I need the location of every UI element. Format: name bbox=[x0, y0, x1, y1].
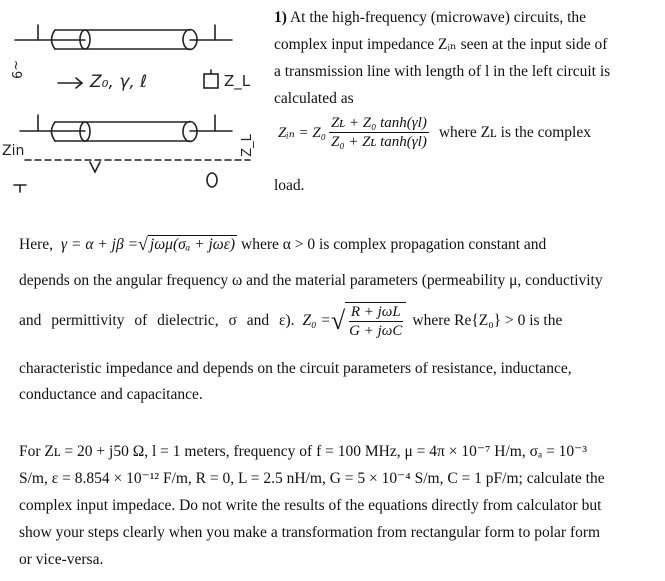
z0-where: where Re{Z₀} > 0 is the bbox=[412, 312, 563, 329]
given-line: complex input impedace. Do not write the results of the equations directly from calculator but bbox=[19, 497, 602, 514]
given-line: or vice-versa. bbox=[19, 551, 104, 568]
given-line: S/m, ε = 8.854 × 10⁻¹² F/m, R = 0, L = 2.5 nH/m, G = 5 × 10⁻⁴ S/m, C = 1 pF/m; calculate the bbox=[19, 470, 605, 487]
z0-numerator: R + jωL bbox=[350, 304, 401, 320]
zin-formula-denominator: Z₀ + Zʟ tanh(γl) bbox=[330, 134, 427, 150]
intro-line: complex input impedance Zᵢₙ seen at the input side of bbox=[274, 36, 608, 53]
gamma-equation: γ = α + jβ = bbox=[61, 235, 139, 253]
given-line: show your steps clearly when you make a transformation from rectangular form to polar form bbox=[19, 524, 601, 541]
transmission-line-sketch bbox=[0, 0, 265, 200]
z0-line bbox=[19, 302, 644, 340]
intro-line: calculated as bbox=[274, 90, 354, 107]
zin-formula-note: where Zʟ is the complex bbox=[438, 123, 591, 141]
zin-formula bbox=[278, 114, 591, 151]
zin-formula-numerator: Zʟ + Z₀ tanh(γl) bbox=[330, 115, 427, 131]
sketch-label-zl-rotated: Z_L bbox=[239, 134, 255, 157]
here-line-2: depends on the angular frequency ω and the material parameters (permeability μ, conductivity bbox=[19, 272, 603, 289]
z0-lhs: Z₀ = bbox=[302, 312, 331, 329]
here-line-4: characteristic impedance and depends on the circuit parameters of resistance, inductance, bbox=[19, 360, 572, 377]
sketch-label-zl: Z_L bbox=[224, 72, 251, 90]
zin-formula-lhs: Zᵢₙ = Z₀ bbox=[278, 125, 326, 141]
z0-sqrt: √ $\frac{\text{R + jωL}}{\text{G + jωC}}$ bbox=[331, 302, 407, 340]
sketch-label-zin: Zin bbox=[2, 143, 25, 159]
given-line: For Zʟ = 20 + j50 Ω, l = 1 meters, frequency of f = 100 MHz, μ = 4π × 10⁻⁷ H/m, σₐ = 10⁻³ bbox=[19, 443, 588, 460]
gamma-sqrt: √ jωμ(σₐ + jωε) bbox=[138, 234, 236, 254]
problem-intro bbox=[274, 4, 610, 112]
here-line-3: and permittivity of dielectric, σ and ε). bbox=[19, 312, 295, 329]
sketch-label-left: ~9 bbox=[8, 59, 24, 80]
z0-denominator: G + jωC bbox=[349, 323, 403, 339]
here-prefix: Here, bbox=[19, 235, 53, 253]
here-line-5: conductance and capacitance. bbox=[19, 386, 203, 403]
intro-line: a transmission line with length of l in the left circuit is bbox=[274, 63, 611, 80]
sketch-label-line-params: Z₀, γ, ℓ bbox=[90, 72, 148, 92]
gamma-sqrt-body: jωμ(σₐ + jωε) bbox=[149, 236, 236, 253]
given-paragraph bbox=[19, 438, 605, 573]
problem-number: 1) bbox=[274, 9, 287, 26]
load-text: load. bbox=[274, 177, 305, 194]
gamma-line bbox=[19, 234, 644, 255]
intro-line: At the high-frequency (microwave) circuits, the bbox=[289, 9, 587, 26]
gamma-suffix: where α > 0 is complex propagation constant and bbox=[241, 235, 547, 253]
